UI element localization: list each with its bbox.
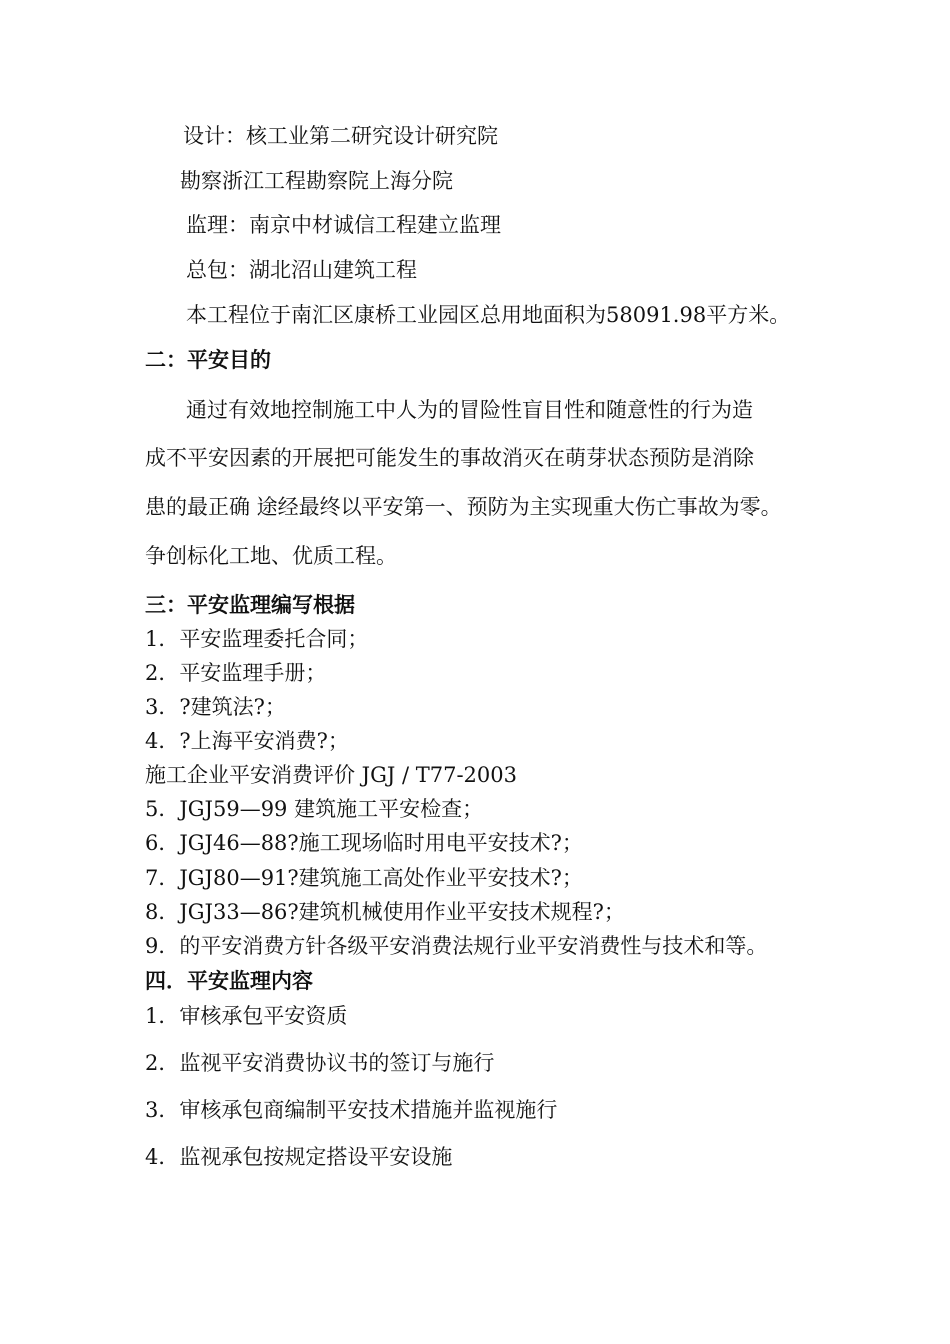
section3-item: 8．JGJ33—86?建筑机械使用作业平安技术规程?； <box>145 900 625 924</box>
section4-heading: 四．平安监理内容 <box>145 968 313 993</box>
section2-line: 争创标化工地、优质工程。 <box>145 544 397 568</box>
location-line: 本工程位于南汇区康桥工业园区总用地面积为58091.98平方米。 <box>186 303 791 327</box>
section4-item: 3．审核承包商编制平安技术措施并监视施行 <box>145 1098 558 1122</box>
section3-item: 2．平安监理手册； <box>145 661 327 685</box>
section3-heading: 三：平安监理编写根据 <box>145 592 355 617</box>
section4-item: 4．监视承包按规定搭设平安设施 <box>145 1145 453 1169</box>
section4-item: 2．监视平安消费协议书的签订与施行 <box>145 1051 495 1075</box>
section3-item: 施工企业平安消费评价 JGJ / T77-2003 <box>145 763 517 787</box>
contractor-line: 总包：湖北沼山建筑工程 <box>186 258 417 282</box>
supervision-line: 监理：南京中材诚信工程建立监理 <box>186 213 501 237</box>
section3-item: 1．平安监理委托合同； <box>145 627 369 651</box>
section3-item: 4．?上海平安消费?； <box>145 729 349 753</box>
section3-item: 9．的平安消费方针各级平安消费法规行业平安消费性与技术和等。 <box>145 934 768 958</box>
section3-item: 5．JGJ59—99 建筑施工平安检查； <box>145 797 484 821</box>
section3-item: 7．JGJ80—91?建筑施工高处作业平安技术?； <box>145 866 583 890</box>
section2-line: 患的最正确 途经最终以平安第一、预防为主实现重大伤亡事故为零。 <box>145 495 782 519</box>
design-line: 设计：核工业第二研究设计研究院 <box>183 124 498 148</box>
section3-item: 6．JGJ46—88?施工现场临时用电平安技术?； <box>145 831 583 855</box>
section2-line: 成不平安因素的开展把可能发生的事故消灭在萌芽状态预防是消除 <box>145 446 754 470</box>
section3-item: 3．?建筑法?； <box>145 695 286 719</box>
survey-line: 勘察浙江工程勘察院上海分院 <box>180 169 453 193</box>
section4-item: 1．审核承包平安资质 <box>145 1004 348 1028</box>
section2-line: 通过有效地控制施工中人为的冒险性盲目性和随意性的行为造 <box>186 398 753 422</box>
section2-heading: 二：平安目的 <box>145 347 271 372</box>
